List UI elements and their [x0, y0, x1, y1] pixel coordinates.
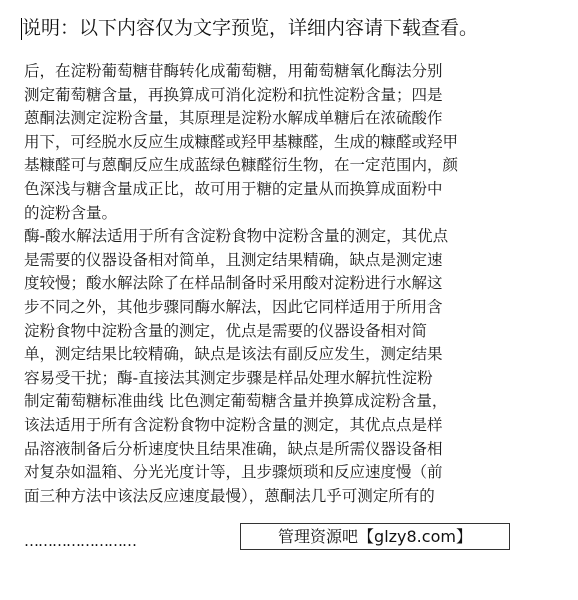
document-body — [24, 60, 546, 532]
preview-notice: 说明：以下内容仅为文字预览，详细内容请下载查看。 — [22, 17, 479, 39]
watermark-label: 管理资源吧【glzy8.com】 — [240, 523, 510, 550]
paragraph-1: 后，在淀粉葡萄糖苷酶转化成葡萄糖，用葡萄糖氧化酶法分别 测定葡萄糖含量，再换算成可消化淀粉和抗性淀粉含量；四是 蒽酮法测定淀粉含量，其原理是淀粉水解成单糖后在浓硫酸作 用下，可经脱水反应生成糠醛或羟甲基糠醛，生成的糠醛或羟甲 基糠醛可与蒽酮反应生成蓝绿色糠醛衍生物，在一定范围内，颜 色深浅与糖含量成正比，故可用于糖的定量从而换算成面粉中 的淀粉含量。 — [24, 62, 459, 222]
paragraph-2: 酶-酸水解法适用于所有含淀粉食物中淀粉含量的测定，其优点 是需要的仪器设备相对简单，且测定结果精确，缺点是测定速 度较慢；酸水解法除了在样品制备时采用酸对淀粉进行水解这 步不同之外，其他步骤同酶水解法，因此它同样适用于所用含 淀粉食物中淀粉含量的测定，优点是需要的仪器设备相对简 单，测定结果比较精确，缺点是该法有副反应发生，测定结果 容易受干扰；酶-直接法其测定步骤是样品处理水解抗性淀粉 制定葡萄糖标准曲线 比色测定葡萄糖含量并换算成淀粉含量， 该法适用于所有含淀粉食物中淀粉含量的测定，其优点点是样 品溶液制备后分析速度快且结果准确，缺点是所需仪器设备相 对复杂如温箱、分光光度计等，且步骤烦琐和反应速度慢（前 面三种方法中该法反应速度最慢），蒽酮法几乎可测定所有的 — [24, 227, 449, 505]
ellipsis: …………………… — [24, 532, 136, 550]
